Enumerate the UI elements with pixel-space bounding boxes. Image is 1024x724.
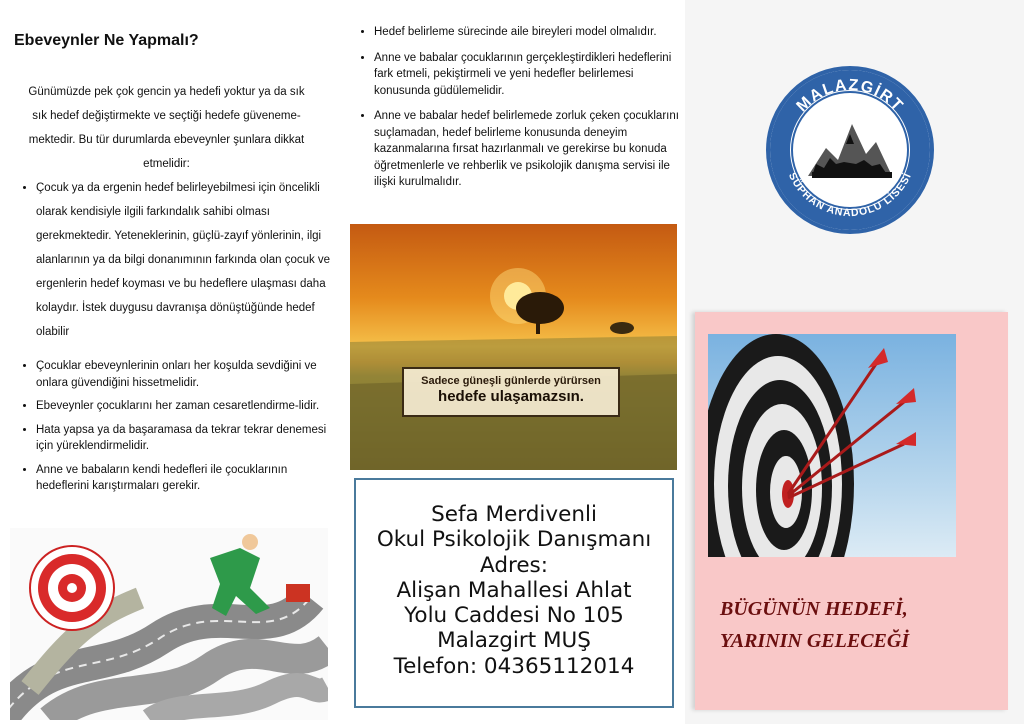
list-item: • Çocuk ya da ergenin hedef belirleyebilmesi için öncelikli olarak kendisiyle ilgili farkındalık sahibi olması gerekmektedir. Yeteneklerinin, güçlü-zayıf yönlerinin, ilgi alanlarının ya da bilgi donanımının farkında olan çocuk ve ergenlerin hedef koyması ve bu hedeflere ulaşması daha kolaydır. İstek duygusu davranışa dönüştüğünde hedef olabilir: [36, 176, 338, 344]
logo-top-text: MALAZGİRT: [793, 76, 907, 116]
intro-line: sık hedef değiştirmekte ve seçtiği hedefe güveneme-: [32, 110, 301, 122]
road-target-graphic: [10, 528, 328, 720]
list-item: • Ebeveynler çocuklarını her zaman cesaretlendirme-lidir.: [36, 398, 338, 415]
caption-line-1: Sadece güneşli günlerde yürürsen: [421, 375, 601, 387]
intro-line: etmelidir:: [143, 158, 190, 170]
section-heading: Ebeveynler Ne Yapmalı?: [14, 32, 199, 49]
sunset-field-photo: [350, 224, 677, 470]
counselor-role: Okul Psikolojik Danışmanı: [376, 527, 652, 553]
list-item: • Çocuklar ebeveynlerinin onları her koşulda sevdiğini ve onlara güvendiğini hissetmelidir.: [36, 358, 338, 391]
parent-advice-list-c: [352, 24, 684, 200]
intro-line: mektedir. Bu tür durumlarda ebeveynler şunlara dikkat: [28, 134, 305, 146]
target-road-illustration: [10, 528, 328, 720]
dartboard-graphic: [708, 334, 956, 557]
counselor-name: Sefa Merdivenli: [431, 502, 597, 527]
list-item: • Anne ve babalar çocuklarının gerçekleştirdikleri hedeflerini fark etmeli, pekiştirmeli ve yeni hedefler belirlemesi konusunda güdülemelidir.: [374, 50, 684, 100]
address-city: Malazgirt MUŞ: [437, 628, 591, 654]
image-caption: [402, 367, 620, 417]
parent-advice-list-b: [14, 358, 338, 502]
address-line-2: Yolu Caddesi No 105: [404, 603, 624, 629]
list-item: • Anne ve babalar hedef belirlemede zorluk çeken çocuklarını suçlamadan, hedef belirleme konusunda deneyim kazanmalarına fırsat hazırlanmalı ve gerekirse bu konuda öğretmenlerle ve rehberlik ve psikolojik danışma servisi ile ilişki kurulmalıdır.: [374, 108, 684, 191]
parent-advice-list-a: [14, 176, 338, 344]
contact-box: [354, 478, 674, 708]
intro-line: Günümüzde pek çok gencin ya hedefi yoktur ya da sık: [28, 86, 305, 98]
list-item: • Anne ve babaların kendi hedefleri ile çocuklarının hedeflerini karıştırmaları gerekir.: [36, 462, 338, 495]
address-line-1: Alişan Mahallesi Ahlat: [396, 577, 632, 603]
slogan-line-2: YARININ GELECEĞİ: [720, 630, 910, 652]
list-item: • Hata yapsa ya da başaramasa da tekrar tekrar denemesi için yüreklendirmelidir.: [36, 422, 338, 455]
field-scene-graphic: [350, 224, 677, 470]
phone-number: Telefon: 04365112014: [393, 653, 635, 679]
dartboard-photo: [708, 334, 956, 557]
list-item: • Hedef belirleme sürecinde aile bireyleri model olmalıdır.: [374, 24, 684, 41]
school-logo: [764, 64, 936, 236]
intro-paragraph: [14, 80, 319, 176]
address-label: Adres:: [479, 552, 549, 578]
logo-bottom-text: SÜPHAN ANADOLU LİSESİ: [785, 170, 915, 220]
slogan-line-1: BÜGÜNÜN HEDEFİ,: [720, 598, 908, 620]
caption-line-2: hedefe ulaşamazsın.: [438, 388, 584, 405]
